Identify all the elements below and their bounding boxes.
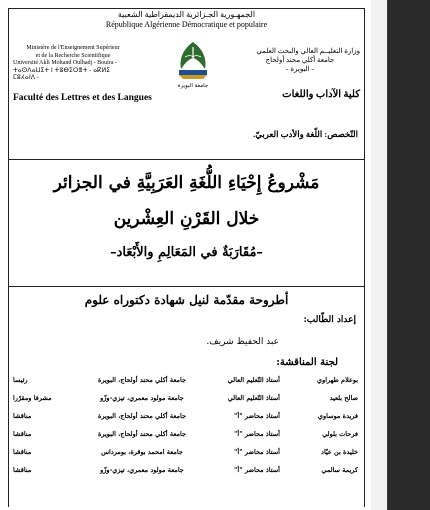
member-university: جامعة أكلي محند أولحاج، البويرة (98, 412, 186, 420)
member-rank: أستاذ محاضر "أ" (234, 466, 280, 474)
committee-row (9, 448, 364, 462)
ministry-french-line1: Ministère de l'Enseignement Supérieur (26, 45, 120, 51)
thesis-degree-note: أطروحة مقدّمة لنيل شهادة دكتوراه علوم (84, 293, 289, 307)
member-role: مناقشا (13, 448, 32, 456)
prepared-by-label: إعداد الطّالب: (303, 315, 356, 325)
thesis-subtitle: –مُقَارَبَةٌ في المَعَالِمِ والأَبْعَاد– (110, 245, 263, 260)
viewer-scroll-gutter[interactable] (371, 0, 388, 510)
student-name: عبد الحفيظ شريف. (206, 337, 279, 347)
member-role: مناقشا (13, 412, 32, 420)
university-tifinagh: ⵜⴰⵙⴷⴰⵡⵉⵜ ⵏ ⵜⵓⴱⵉⵔⴻⵜ - ⴰⴽⵍⵉ ⵎⵓⵃⴰⵏⴷ - (13, 67, 111, 81)
university-french: Université Akli Mohand Oulhadj - Bouira - (13, 60, 117, 66)
committee-row (9, 412, 364, 426)
member-rank: أستاذ التّعليم العالي (227, 376, 280, 384)
member-name: فرحات بلولي (322, 430, 358, 438)
faculty-french: Faculté des Lettres et des Langues (13, 93, 152, 103)
member-university: جامعة أكلي محند أولحاج، البويرة (98, 376, 186, 384)
logo-caption: جامعة البويرة (177, 83, 209, 89)
specialization: التّخصص: اللّغة والأدب العربيّ. (253, 129, 358, 139)
member-name: صالح بلعيد (329, 394, 358, 402)
member-university: جامعة مولود معمري، تيزي-وزّو (100, 394, 184, 402)
member-rank: أستاذ محاضر "أ" (234, 448, 280, 456)
member-name: فريدة موساوي (317, 412, 358, 420)
republic-arabic: الجمهـورية الجـزائرية الديمقراطية الشعبية (117, 10, 256, 19)
thesis-cover-page (8, 8, 365, 507)
member-name: بوعلام طهراوي (317, 376, 358, 384)
member-role: مناقشا (13, 466, 32, 474)
thesis-title-line2: خلال القَرْنِ العِشْرين (113, 209, 260, 229)
ministry-french-block (13, 45, 133, 83)
member-university: جامعة امحمد بوقرة، بومرداس (101, 448, 183, 456)
committee-row (9, 394, 364, 408)
university-arabic: جامعة أكلي محند أولحاج (265, 56, 335, 64)
committee-label: لجنة المناقشة: (276, 357, 338, 368)
member-role: مشرفا ومقرّرا (13, 394, 52, 402)
member-name: خليدة بن عيّاد (321, 448, 358, 456)
committee-row (9, 466, 364, 480)
university-logo (171, 39, 215, 91)
thesis-title-line1: مَشْروعُ إِحْيَاءِ اللُّغَةِ العَرَبِيَّةِ في الجزائر (53, 173, 320, 193)
viewer-divider (387, 0, 388, 510)
member-rank: أستاذ محاضر "أ" (234, 430, 280, 438)
member-rank: أستاذ محاضر "أ" (234, 412, 280, 420)
member-name: كريمة سالمي (321, 466, 358, 474)
member-rank: أستاذ التّعليم العالي (227, 394, 280, 402)
ministry-arabic-block (240, 47, 360, 74)
member-university: جامعة مولود معمري، تيزي-وزّو (100, 466, 184, 474)
committee-row (9, 430, 364, 444)
committee-row (9, 376, 364, 390)
university-city-arabic: - البويرة - (286, 65, 314, 73)
republic-french: République Algérienne Démocratique et populaire (105, 20, 268, 29)
faculty-arabic: كلية الآداب واللغات (282, 89, 360, 100)
ministry-french-line2: et de la Recherche Scientifique (35, 52, 111, 59)
university-logo-icon (171, 39, 215, 91)
member-role: مناقشا (13, 430, 32, 438)
ministry-arabic: وزارة التعليــم العالي والبحث العلمي (256, 47, 360, 55)
member-role: رئيسا (13, 376, 28, 384)
member-university: جامعة أكلي محند أولحاج، البويرة (98, 430, 186, 438)
